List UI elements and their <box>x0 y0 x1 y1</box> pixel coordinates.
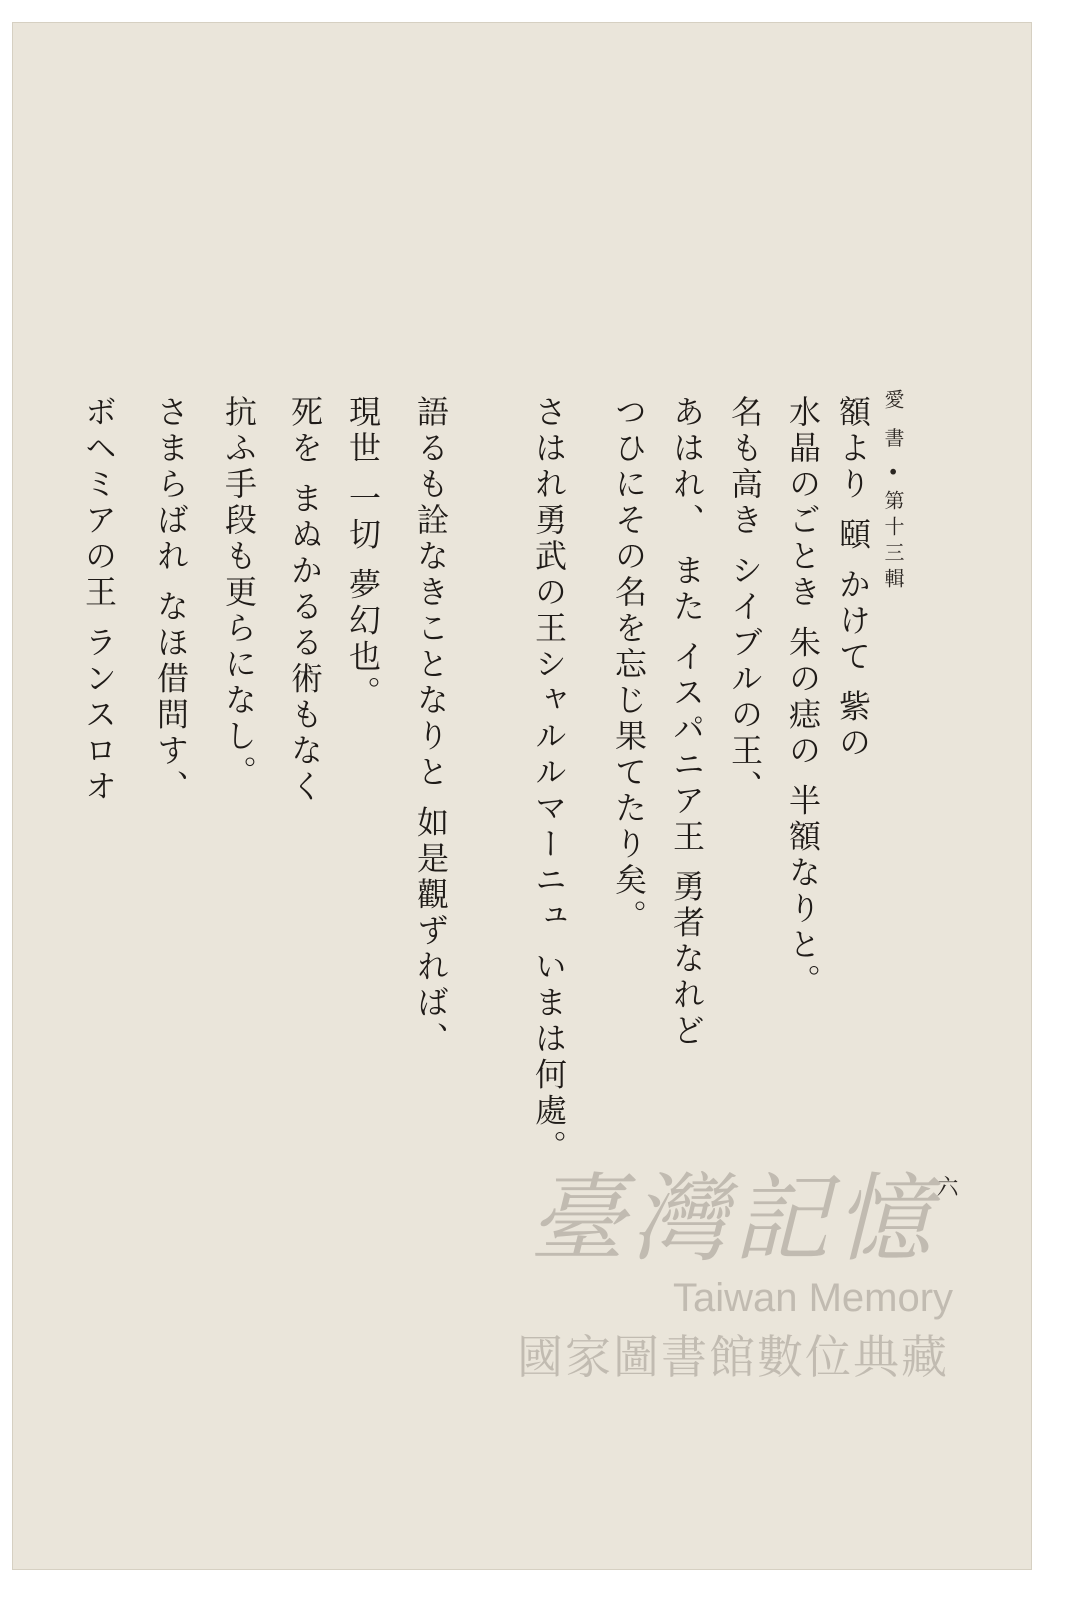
issue-number: 第十三輯 <box>881 489 905 594</box>
poem-line-8: 現世 一切 夢幻也。 <box>344 395 382 712</box>
poem-line-11: さまらばれ なほ借問す、 <box>152 395 190 806</box>
poem-line-5: つひにその名を忘じ果てたり矣。 <box>610 395 648 935</box>
book-page <box>12 22 1032 1570</box>
poem-line-10: 抗ふ手段も更らになし。 <box>220 395 258 791</box>
poem-line-2: 水晶のごとき 朱の痣の 半額なりと。 <box>784 395 822 1000</box>
poem-line-9: 死を まぬかるる術もなく <box>286 395 324 806</box>
header-separator: • <box>881 465 905 478</box>
poem-line-6: さはれ勇武の王シャルルマーニュ いまは何處。 <box>530 395 568 1166</box>
watermark-subtitle: 國家圖書館數位典藏 <box>517 1330 949 1384</box>
running-header <box>879 389 908 594</box>
watermark-english: Taiwan Memory <box>672 1276 954 1320</box>
poem-line-4: あはれ、 また イスパニア王 勇者なれど <box>668 395 706 1050</box>
poem-line-1: 額より 頤 かけて 紫の <box>834 395 872 762</box>
library-watermark <box>473 1163 993 1453</box>
journal-title: 愛 書 <box>881 389 905 454</box>
page-number: 六 <box>933 1175 958 1197</box>
watermark-title: 臺灣記憶 <box>529 1163 937 1275</box>
poem-line-7: 語るも詮なきことなりと 如是觀ずれば、 <box>412 395 450 1058</box>
poem-line-3: 名も高き シイブルの王、 <box>726 395 764 806</box>
poem-line-12: ボヘミアの王 ランスロオ <box>80 395 118 806</box>
